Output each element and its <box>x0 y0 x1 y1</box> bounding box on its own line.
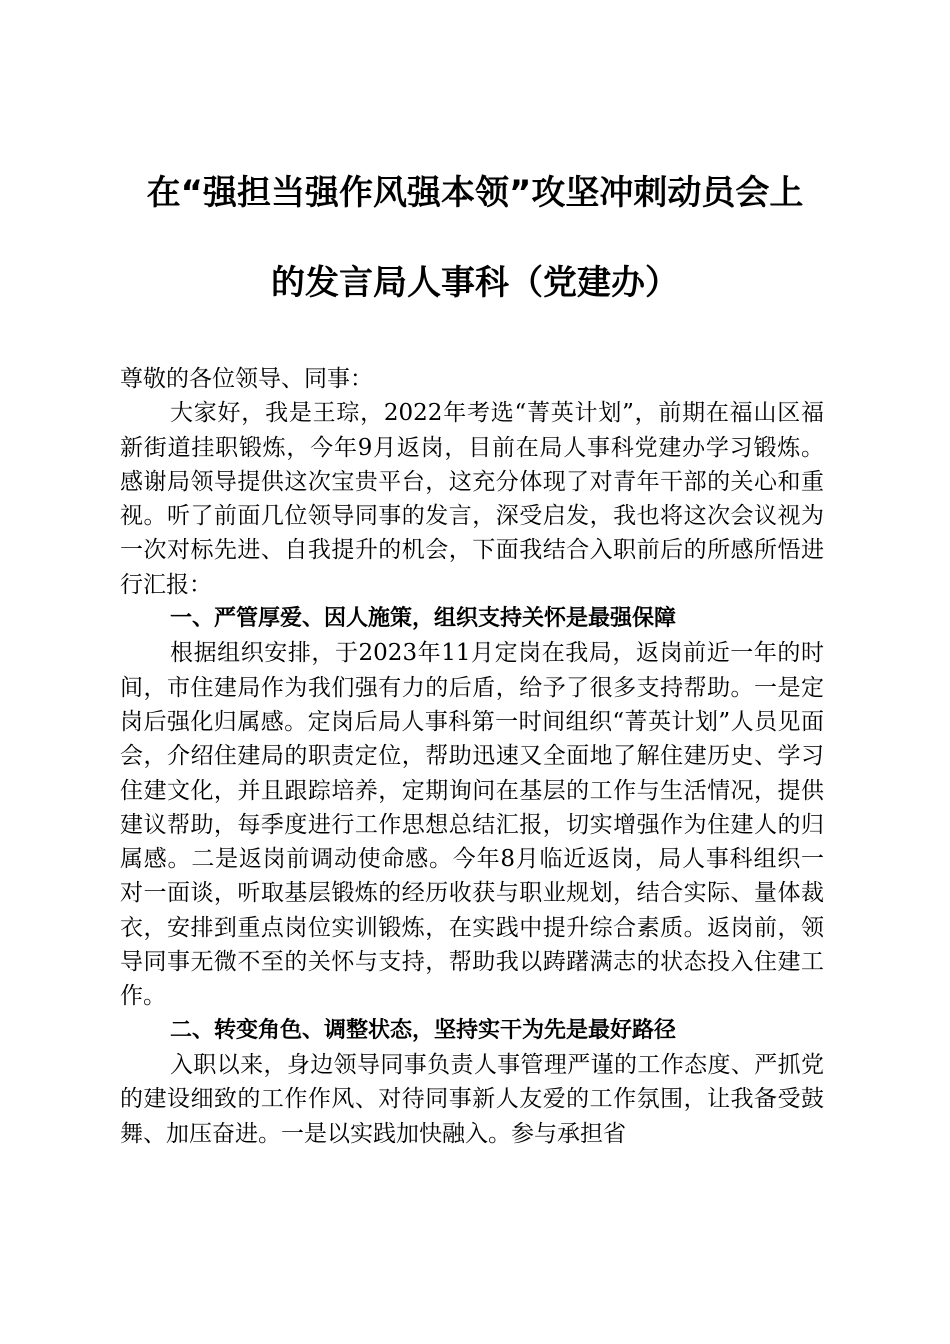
document-title-line-1: 在“强担当强作风强本领”攻坚冲刺动员会上 <box>146 173 804 213</box>
section-heading-2: 二、转变角色、调整状态，坚持实干为先是最好路径 <box>170 1017 677 1043</box>
paragraph-section-1: 根据组织安排，于2023年11月定岗在我局，返岗前近一年的时间，市住建局作为我们强有力的后盾，给予了很多支持帮助。一是定岗后强化归属感。定岗后局人事科第一时间组织“菁英计划”人员见面会，介绍住建局的职责定位，帮助迅速又全面地了解住建历史、学习住建文化，并且跟踪培养，定期询问在基层的工作与生活情况，提供建议帮助，每季度进行工作思想总结汇报，切实增强作为住建人的归属感。二是返岗前调动使命感。今年8月临近返岗，局人事科组织一对一面谈，听取基层锻炼的经历收获与职业规划，结合实际、量体裁衣，安排到重点岗位实训锻炼，在实践中提升综合素质。返岗前，领导同事无微不至的关怀与支持，帮助我以踌躇满志的状态投入住建工作。 <box>120 640 824 1010</box>
paragraph-section-2: 入职以来，身边领导同事负责人事管理严谨的工作态度、严抓党的建设细致的工作作风、对待同事新人友爱的工作氛围，让我备受鼓舞、加压奋进。一是以实践加快融入。参与承担省 <box>120 1051 824 1147</box>
document-body <box>120 362 824 1151</box>
section-heading-1: 一、严管厚爱、因人施策，组织支持关怀是最强保障 <box>170 606 677 632</box>
document-title-line-2: 的发言局人事科（党建办） <box>271 263 679 303</box>
salutation: 尊敬的各位领导、同事： <box>120 366 373 392</box>
paragraph-intro: 大家好，我是王琮，2022年考选“菁英计划”，前期在福山区福新街道挂职锻炼，今年9月返岗，目前在局人事科党建办学习锻炼。感谢局领导提供这次宝贵平台，这充分体现了对青年干部的关心和重视。听了前面几位领导同事的发言，深受启发，我也将这次会议视为一次对标先进、自我提升的机会，下面我结合入职前后的所感所悟进行汇报： <box>120 400 824 598</box>
